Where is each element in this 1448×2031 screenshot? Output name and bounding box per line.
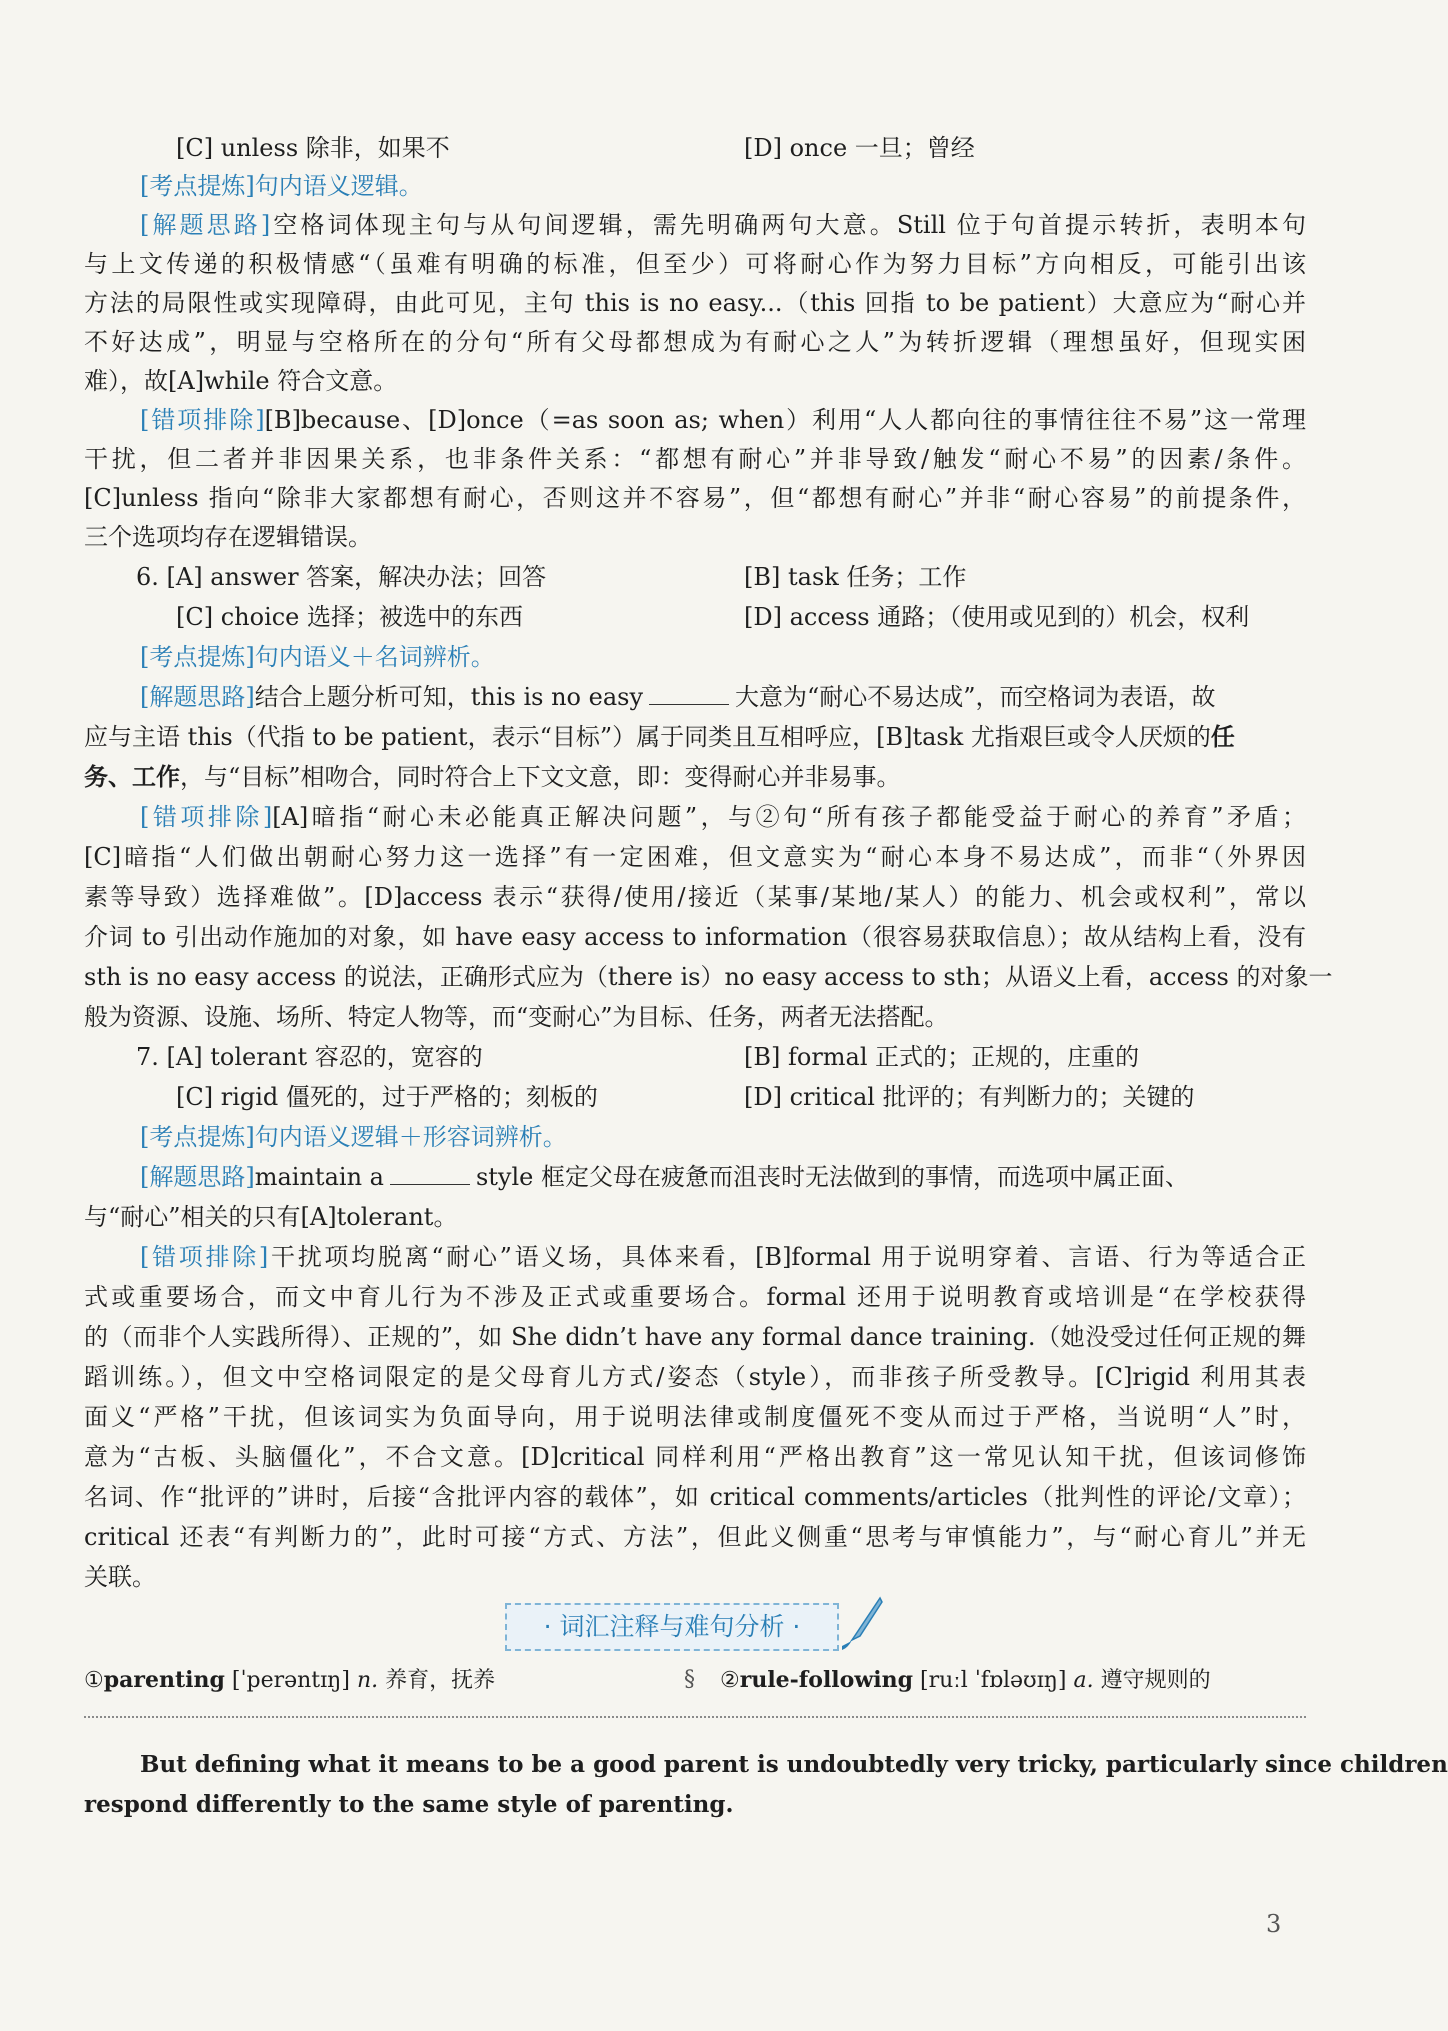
silu-text: 应与主语 this（代指 to be patient，表示“目标”）属于同类且互相呼应，[B]task 尤指艰巨或令人厌烦的 (84, 723, 1211, 751)
q6-silu-line (140, 677, 1306, 717)
q5-silu-line (140, 205, 1306, 245)
q5-silu-line: 不好达成”，明显与空格所在的分句“所有父母都想成为有耐心之人”为转折逻辑（理想虽好，但现实困 (84, 328, 1306, 356)
q6-paichu-line (140, 797, 1306, 837)
q6-option-d: [D] access 通路；（使用或见到的）机会，权利 (744, 603, 1250, 631)
q5-silu-line: 与上文传递的积极情感“（虽难有明确的标准，但至少）可将耐心作为努力目标”方向相反，可能引出该 (84, 250, 1306, 278)
kaodian-tag: [考点提炼] (140, 172, 255, 200)
q7-option-d: [D] critical 批评的；有判断力的；关键的 (744, 1083, 1195, 1111)
option-text: [A] answer 答案，解决办法；回答 (166, 563, 547, 591)
paichu-text: [B]because、[D]once（=as soon as; when）利用“人人都向往的事情往往不易”这一常理 (264, 406, 1306, 434)
q7-paichu-line: 面义“严格”干扰，但该词实为负面导向，用于说明法律或制度僵死不变从而过于严格，当说明“人”时， (84, 1403, 1306, 1431)
option-5c: [C] unless 除非，如果不 (176, 134, 450, 162)
option-text: [A] tolerant 容忍的，宽容的 (166, 1043, 483, 1071)
answer-blank (649, 682, 729, 705)
section-sign-icon: § (684, 1667, 695, 1692)
page-number: 3 (1266, 1910, 1282, 1938)
vocab-meaning: 养育，抚养 (385, 1668, 496, 1693)
dotted-divider (84, 1716, 1306, 1718)
kaodian-text: 句内语义逻辑＋形容词辨析。 (254, 1123, 567, 1151)
silu-tag: [解题思路] (140, 1163, 255, 1191)
option-5d: [D] once 一旦；曾经 (744, 134, 975, 162)
q6-silu-line (84, 717, 1306, 757)
q6-paichu-line: 素等导致）选择难做”。[D]access 表示“获得/使用/接近（某事/某地/某人）的能力、机会或权利”，常以 (84, 883, 1306, 911)
q7-option-c: [C] rigid 僵死的，过于严格的；刻板的 (176, 1083, 598, 1111)
q5-silu-line: 难），故[A]while 符合文意。 (84, 367, 398, 395)
q7-paichu-line: 的（而非个人实践所得）、正规的”，如 She didn’t have any formal dance training.（她没受过任何正规的舞 (84, 1323, 1306, 1351)
q7-paichu-line (140, 1237, 1306, 1277)
vocab-pos: a. (1073, 1668, 1094, 1693)
paichu-tag: [错项排除] (140, 1243, 269, 1271)
question-number: 6. (136, 563, 159, 591)
difficult-sentence-line: respond differently to the same style of parenting. (84, 1791, 734, 1818)
silu-text-bold: 任 (1210, 722, 1235, 751)
vocab-word: parenting (103, 1667, 225, 1693)
q5-kaodian (140, 166, 1306, 206)
question-number: 7. (136, 1043, 159, 1071)
q6-option-b: [B] task 任务；工作 (744, 563, 967, 591)
paichu-text: [A]暗指“耐心未必能真正解决问题”，与②句“所有孩子都能受益于耐心的养育”矛盾； (272, 803, 1306, 831)
silu-text: 大意为“耐心不易达成”，而空格词为表语，故 (735, 683, 1216, 711)
q6-paichu-line: [C]暗指“人们做出朝耐心努力这一选择”有一定困难，但文意实为“耐心本身不易达成”，而非“（外界因 (84, 843, 1306, 871)
vocab-phonetic: [ruːl ˈfɒləʊɪŋ] (920, 1668, 1067, 1693)
silu-text: style 框定父母在疲惫而沮丧时无法做到的事情，而选项中属正面、 (475, 1163, 1189, 1191)
q6-kaodian (140, 637, 1306, 677)
vocab-item (720, 1662, 1211, 1699)
q6-option-a (136, 557, 546, 597)
q7-paichu-line: 名词、作“批评的”讲时，后接“含批评内容的载体”，如 critical comments/articles（批判性的评论/文章）； (84, 1483, 1306, 1511)
kaodian-tag: [考点提炼] (140, 1123, 255, 1151)
paichu-text: 干扰项均脱离“耐心”语义场，具体来看，[B]formal 用于说明穿着、言语、行为等适合正 (268, 1243, 1307, 1271)
q7-option-a (136, 1037, 483, 1077)
answer-blank (390, 1162, 470, 1185)
silu-text: 空格词体现主句与从句间逻辑，需先明确两句大意。Still 位于句首提示转折，表明本句 (270, 211, 1306, 239)
q5-silu-line: 方法的局限性或实现障碍，由此可见，主句 this is no easy...（this 回指 to be patient）大意应为“耐心并 (84, 289, 1306, 317)
q7-paichu-line: 式或重要场合，而文中育儿行为不涉及正式或重要场合。formal 还用于说明教育或培训是“在学校获得 (84, 1283, 1306, 1311)
q5-paichu-line: 三个选项均存在逻辑错误。 (84, 523, 372, 551)
vocab-item (84, 1662, 495, 1699)
vocab-meaning: 遵守规则的 (1100, 1668, 1211, 1693)
vocab-pos: n. (356, 1668, 379, 1693)
q7-silu-line (140, 1157, 1306, 1197)
vocab-number: ② (720, 1668, 740, 1693)
q6-option-c: [C] choice 选择；被选中的东西 (176, 603, 524, 631)
q6-silu-line (84, 757, 1306, 797)
paichu-tag: [错项排除] (140, 803, 273, 831)
q5-paichu-line (140, 400, 1306, 440)
q7-paichu-line: 意为“古板、头脑僵化”，不合文意。[D]critical 同样利用“严格出教育”这一常见认知干扰，但该词修饰 (84, 1443, 1306, 1471)
silu-text-bold: 务、工作 (84, 762, 180, 791)
silu-tag: [解题思路] (140, 683, 255, 711)
q7-kaodian (140, 1117, 1306, 1157)
q7-option-b: [B] formal 正式的；正规的，庄重的 (744, 1043, 1140, 1071)
q7-silu-line: 与“耐心”相关的只有[A]tolerant。 (84, 1203, 458, 1231)
q6-paichu-line: sth is no easy access 的说法，正确形式应为（there is）no easy access to sth；从语义上看，access 的对象一 (84, 963, 1333, 991)
vocab-phonetic: [ˈperəntɪŋ] (231, 1668, 350, 1693)
q7-paichu-line: critical 还表“有判断力的”，此时可接“方式、方法”，但此义侧重“思考与审慎能力”，与“耐心育儿”并无 (84, 1523, 1306, 1551)
q7-paichu-line: 蹈训练。），但文中空格词限定的是父母育儿方式/姿态（style），而非孩子所受教导。[C]rigid 利用其表 (84, 1363, 1306, 1391)
q7-paichu-line: 关联。 (84, 1563, 156, 1591)
vocab-number: ① (84, 1668, 104, 1693)
q5-paichu-line: [C]unless 指向“除非大家都想有耐心，否则这并不容易”，但“都想有耐心”并非“耐心容易”的前提条件， (84, 484, 1306, 512)
paichu-tag: [错项排除] (140, 406, 265, 434)
kaodian-text: 句内语义逻辑。 (254, 172, 423, 200)
silu-text: maintain a (254, 1163, 384, 1191)
q6-paichu-line: 介词 to 引出动作施加的对象，如 have easy access to information（很容易获取信息）；故从结构上看，没有 (84, 923, 1306, 951)
difficult-sentence-line: But defining what it means to be a good parent is undoubtedly very tricky, particularly since children (140, 1751, 1448, 1778)
q6-paichu-line: 般为资源、设施、场所、特定人物等，而“变耐心”为目标、任务，两者无法搭配。 (84, 1003, 949, 1031)
vocab-word: rule-following (739, 1667, 914, 1693)
silu-text: 结合上题分析可知，this is no easy (254, 683, 643, 711)
silu-text: ，与“目标”相吻合，同时符合上下文文意，即：变得耐心并非易事。 (180, 763, 901, 791)
kaodian-text: 句内语义＋名词辨析。 (254, 643, 495, 671)
vocab-section-title: · 词汇注释与难句分析 · (505, 1603, 839, 1651)
brush-icon (840, 1596, 884, 1652)
kaodian-tag: [考点提炼] (140, 643, 255, 671)
silu-tag: [解题思路] (140, 211, 271, 239)
q5-paichu-line: 干扰，但二者并非因果关系，也非条件关系：“都想有耐心”并非导致/触发“耐心不易”的因素/条件。 (84, 445, 1306, 473)
